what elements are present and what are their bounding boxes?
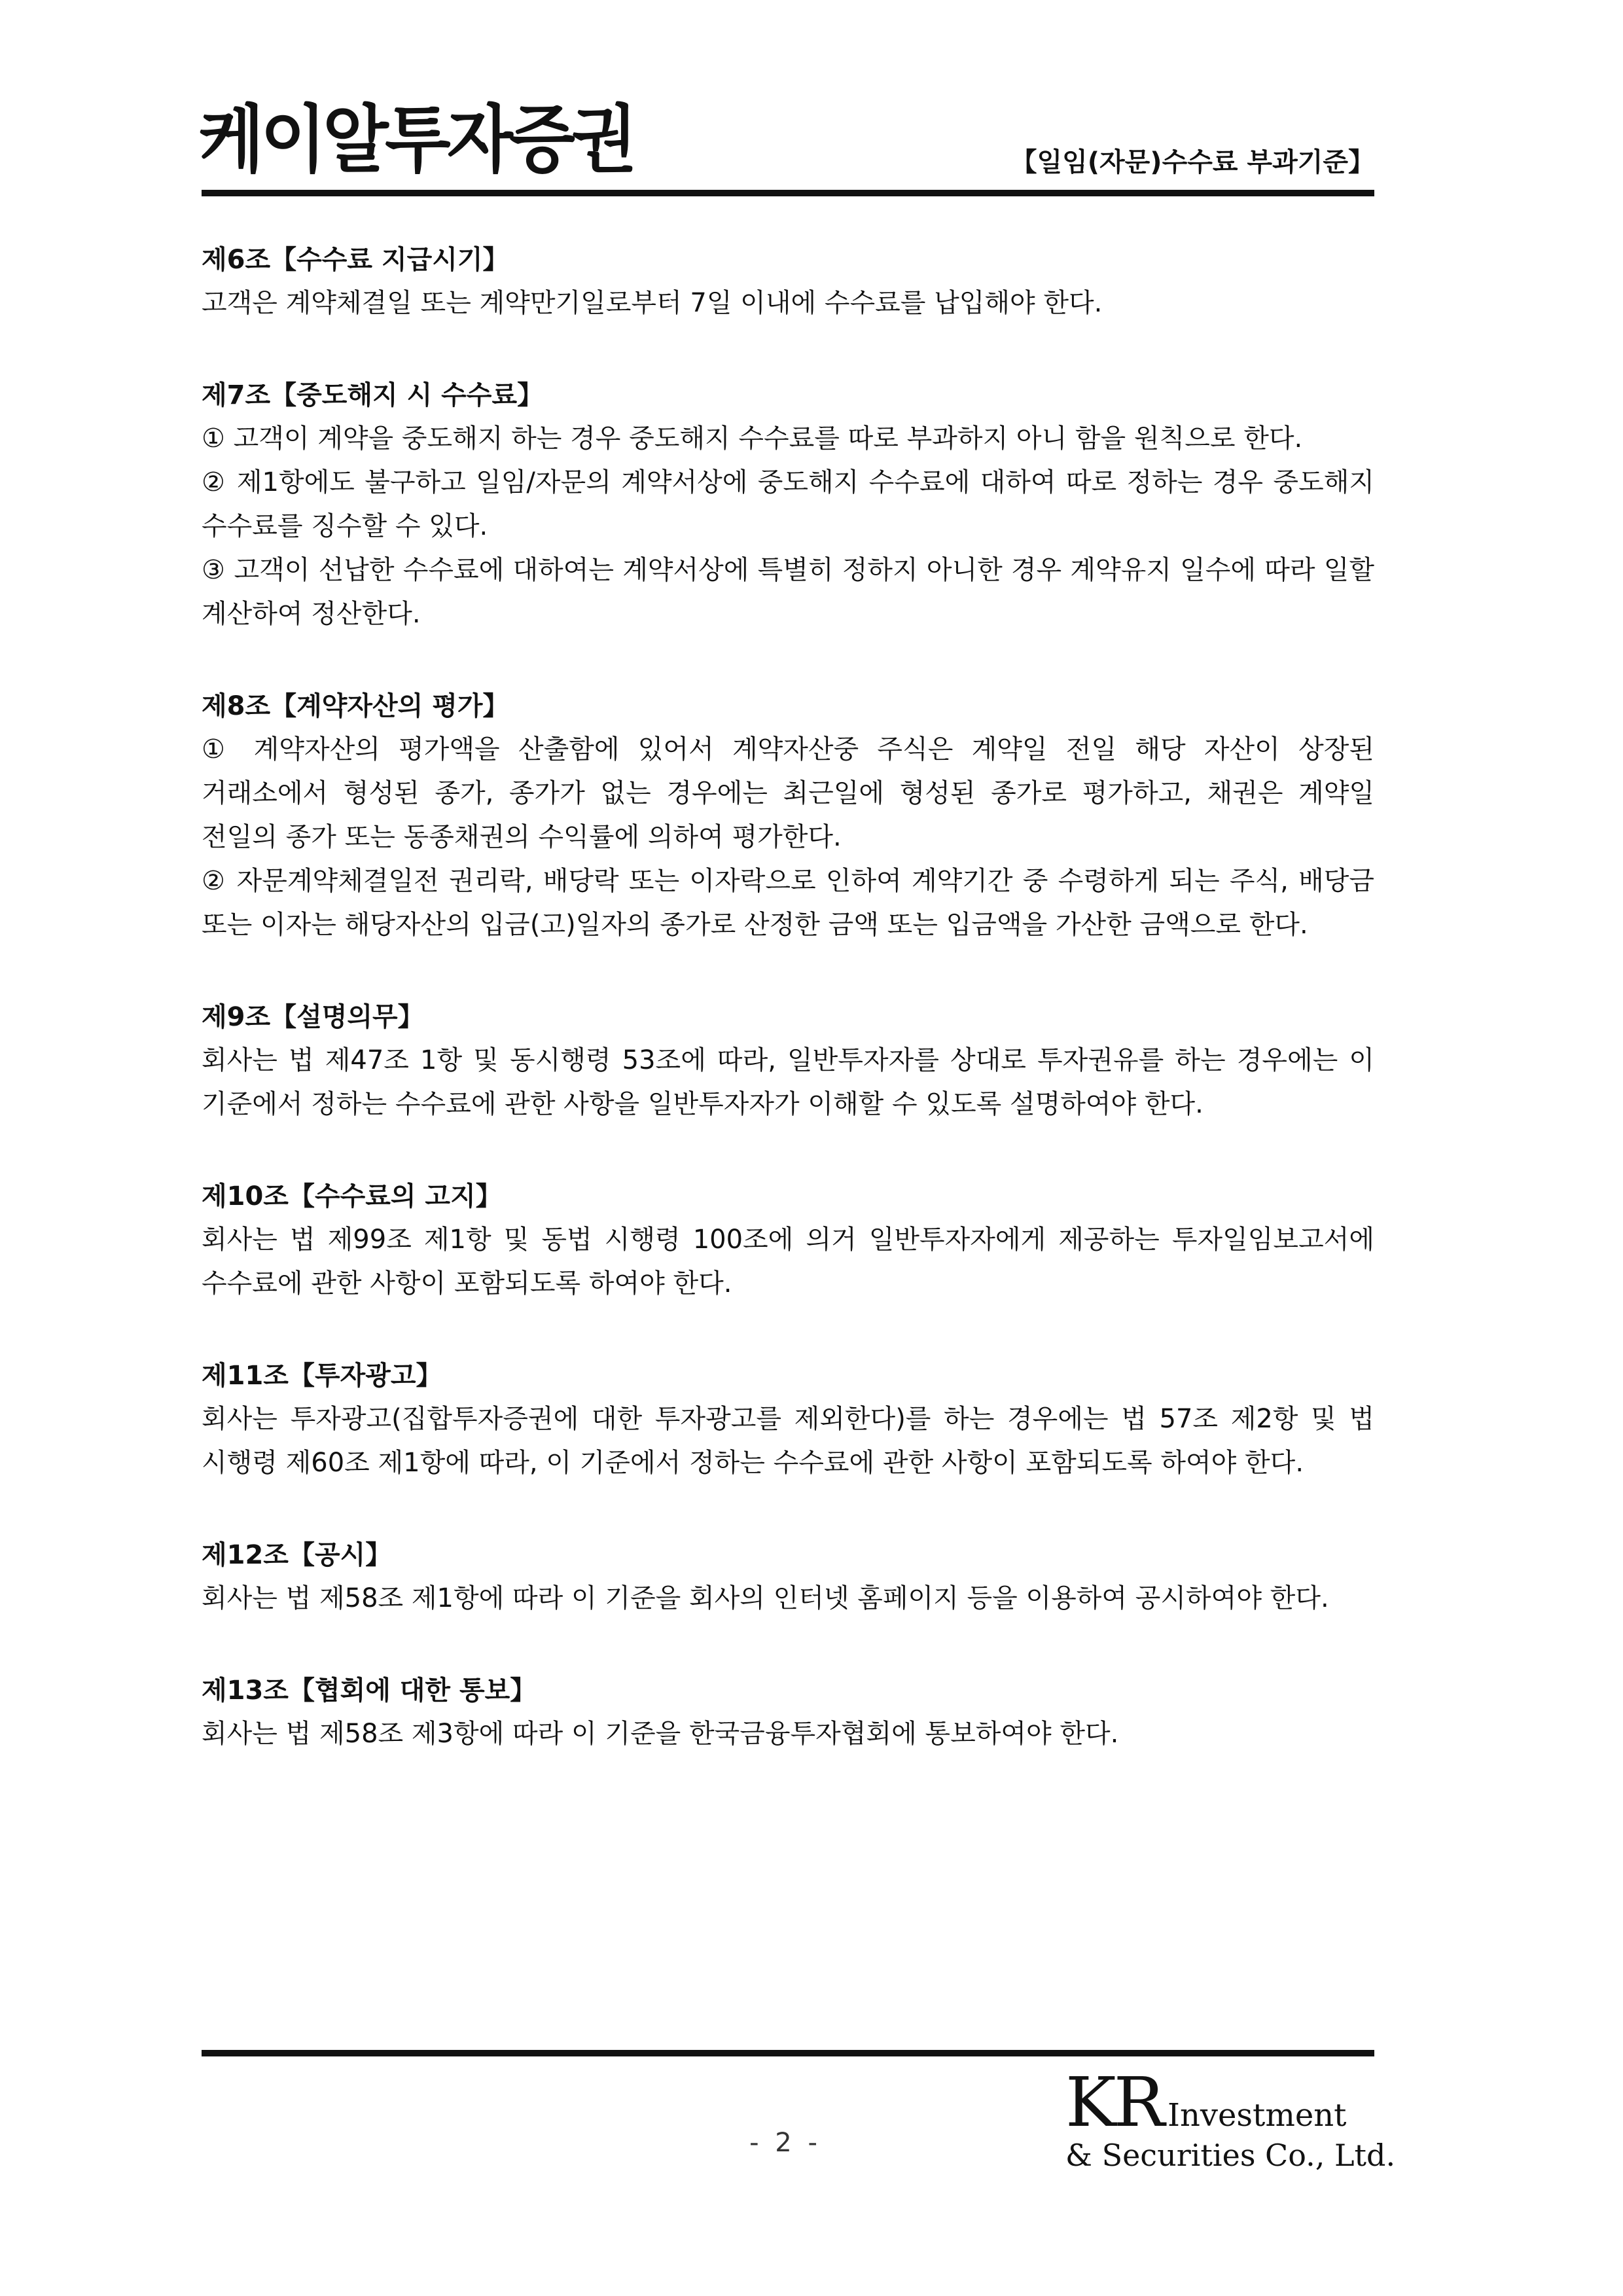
document-title: 【일임(자문)수수료 부과기준】 [1010,147,1374,177]
article-paragraph: ① 고객이 계약을 중도해지 하는 경우 중도해지 수수료를 따로 부과하지 아니 함을 원칙으로 한다. [202,423,1303,454]
article-13 [202,1669,1374,1756]
footer-divider [202,2050,1374,2056]
article-11 [202,1354,1374,1485]
article-heading: 제9조【설명의무】 [202,1002,424,1032]
article-paragraph: 고객은 계약체결일 또는 계약만기일로부터 7일 이내에 수수료를 납입해야 한다. [202,288,1103,318]
brand-securities: & Securities Co., Ltd. [1065,2138,1396,2173]
article-paragraph: ③ 고객이 선납한 수수료에 대하여는 계약서상에 특별히 정하지 아니한 경우 계약유지 일수에 따라 일할 계산하여 정산한다. [202,555,1374,629]
header-divider [202,190,1374,196]
brand-investment: Investment [1168,2097,1347,2134]
article-12 [202,1534,1374,1621]
article-paragraph: ② 제1항에도 불구하고 일임/자문의 계약서상에 중도해지 수수료에 대하여 따로 정하는 경우 중도해지 수수료를 징수할 수 있다. [202,467,1374,541]
article-heading: 제13조【협회에 대한 통보】 [202,1676,537,1706]
article-7 [202,374,1374,636]
article-paragraph: 회사는 법 제58조 제3항에 따라 이 기준을 한국금융투자협회에 통보하여야 한다. [202,1719,1119,1749]
article-heading: 제12조【공시】 [202,1540,392,1570]
article-9 [202,996,1374,1126]
brand-kr: KR [1065,2062,1162,2142]
article-paragraph: ① 계약자산의 평가액을 산출함에 있어서 계약자산중 주식은 계약일 전일 해당 자산이 상장된 거래소에서 형성된 종가, 종가가 없는 경우에는 최근일에 형성된 종가로 평가하고, 채권은 계약일 전일의 종가 또는 동종채권의 수익률에 의하여 평가한다. [202,734,1374,852]
company-logo: 케이알투자증권 [198,98,634,183]
article-heading: 제11조【투자광고】 [202,1361,442,1391]
page-number: - 2 - [749,2128,821,2158]
footer-brand-logo [1065,2062,1396,2173]
article-paragraph: 회사는 법 제99조 제1항 및 동법 시행령 100조에 의거 일반투자자에게 제공하는 투자일임보고서에 수수료에 관한 사항이 포함되도록 하여야 한다. [202,1225,1374,1299]
article-heading: 제8조【계약자산의 평가】 [202,691,509,721]
document-body [202,238,1374,1804]
article-paragraph: ② 자문계약체결일전 권리락, 배당락 또는 이자락으로 인하여 계약기간 중 수령하게 되는 주식, 배당금 또는 이자는 해당자산의 입금(고)일자의 종가로 산정한 금액 또는 입금액을 가산한 금액으로 한다. [202,866,1374,940]
article-paragraph: 회사는 법 제58조 제1항에 따라 이 기준을 회사의 인터넷 홈페이지 등을 이용하여 공시하여야 한다. [202,1583,1329,1613]
article-8 [202,685,1374,947]
article-6 [202,238,1374,325]
article-heading: 제7조【중도해지 시 수수료】 [202,380,544,410]
article-10 [202,1175,1374,1306]
article-heading: 제6조【수수료 지급시기】 [202,245,509,275]
article-paragraph: 회사는 투자광고(집합투자증권에 대한 투자광고를 제외한다)를 하는 경우에는 법 57조 제2항 및 법 시행령 제60조 제1항에 따라, 이 기준에서 정하는 수수료에 관한 사항이 포함되도록 하여야 한다. [202,1404,1374,1478]
article-heading: 제10조【수수료의 고지】 [202,1181,502,1211]
article-paragraph: 회사는 법 제47조 1항 및 동시행령 53조에 따라, 일반투자자를 상대로 투자권유를 하는 경우에는 이 기준에서 정하는 수수료에 관한 사항을 일반투자자가 이해할 수 있도록 설명하여야 한다. [202,1045,1374,1119]
